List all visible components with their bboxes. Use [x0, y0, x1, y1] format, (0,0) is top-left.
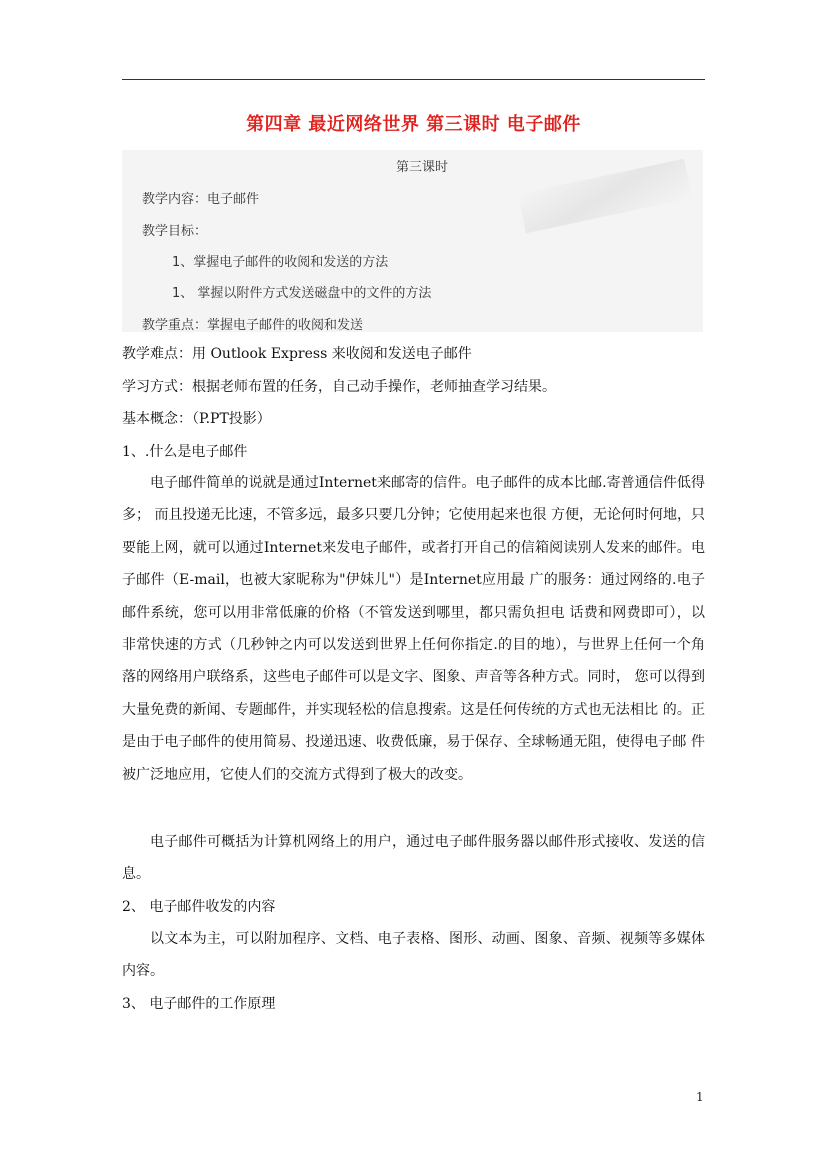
basic-concepts: 基本概念：（P.PT投影） — [122, 411, 271, 427]
page-number: 1 — [696, 1090, 704, 1104]
image-key-point: 教学重点：掌握电子邮件的收阅和发送 — [142, 318, 364, 333]
learning-method: 学习方式：根据老师布置的任务，自己动手操作，老师抽查学习结果。 — [122, 379, 556, 395]
paragraph-email-definition: 电子邮件可概括为计算机网络上的用户，通过电子邮件服务器以邮件形式接收、发送的信息。 — [122, 834, 705, 883]
paragraph-email-content: 以文本为主，可以附加程序、文档、电子表格、图形、动画、图象、音频、视频等多媒体内容。 — [122, 931, 705, 980]
embedded-screenshot — [122, 150, 703, 332]
image-goals-label: 教学目标： — [142, 224, 208, 239]
image-goal-2: 1、 掌握以附件方式发送磁盘中的文件的方法 — [172, 286, 432, 301]
header-rule — [122, 79, 705, 80]
paragraph-what-is-email: 电子邮件简单的说就是通过Internet来邮寄的信件。电子邮件的成本比邮.寄普通信件低得多； 而且投递无比速，不管多远，最多只要几分钟；它使用起来也很 方便，无论何时何地，只要能上网，就可以通过Internet来发电子邮件，或者打开自己的信箱阅读别人发来的邮件。电子邮件（E-mail，也被大家昵称为"伊妹儿"）是Internet应用最 广的服务：通过网络的.电子邮件系统，您可以用非常低廉的价格（不管发送到哪里，都只需负担电 话费和网费即可），以非常快速的方式（几秒钟之内可以发送到世界上任何你指定.的目的地），与世界上任何一个角落的网络用户联络系，这些电子邮件可以是文字、图象、声音等各种方式。同时， 您可以得到大量免费的新闻、专题邮件，并实现轻松的信息搜索。这是任何传统的方式也无法相比 的。正是由于电子邮件的使用简易、投递迅速、收费低廉，易于保存、全球畅通无阻，使得电子邮 件被广泛地应用，它使人们的交流方式得到了极大的改变。 — [122, 475, 705, 783]
watermark — [518, 159, 693, 233]
image-goal-1: 1、掌握电子邮件的收阅和发送的方法 — [172, 255, 389, 270]
section-heading-2: 2、 电子邮件收发的内容 — [122, 899, 276, 915]
teaching-difficulty: 教学难点：用 Outlook Express 来收阅和发送电子邮件 — [122, 346, 472, 362]
image-heading: 第三课时 — [396, 160, 449, 175]
section-heading-3: 3、 电子邮件的工作原理 — [122, 996, 276, 1012]
document-title: 第四章 最近网络世界 第三课时 电子邮件 — [246, 114, 581, 135]
section-heading-1: 1、.什么是电子邮件 — [122, 444, 248, 460]
image-teaching-content: 教学内容：电子邮件 — [142, 192, 260, 207]
